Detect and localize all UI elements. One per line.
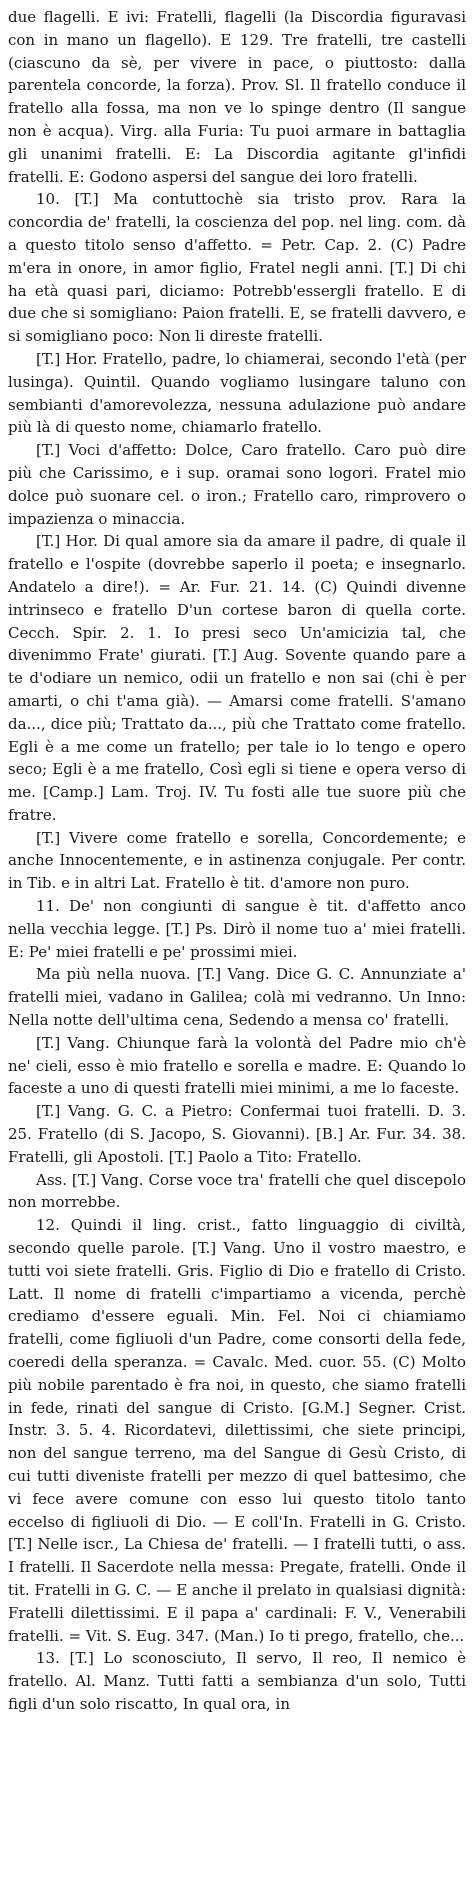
paragraph-sense-13: 13. [T.] Lo sconosciuto, Il servo, Il reo, Il nemico è fratello. Al. Manz. Tutti fatti a sembianza d'un solo, Tutti figli d'un solo riscatto, In qual ora, in <box>8 1649 466 1713</box>
paragraph-sense-10: 10. [T.] Ma contuttochè sia tristo prov. Rara la concordia de' fratelli, la coscienza del pop. nel ling. com. dà a questo titolo senso d'affetto. = Petr. Cap. 2. (C) Padre m'era in onore, in amor figlio, Fratel negli anni. [T.] Di chi ha età quasi pari, diciamo: Potrebb'essergli fratello. E di due che si somigliano: Paion fratelli. E, se fratelli davvero, e si somigliano poco: Non li direste fratelli. <box>8 190 466 346</box>
paragraph-voci-affetto: [T.] Voci d'affetto: Dolce, Caro fratello. Caro può dire più che Carissimo, e i sup. oramai sono logori. Fratel mio dolce può suonare cel. o iron.; Fratello caro, rimprovero o impazienza o minaccia. <box>8 441 466 528</box>
paragraph-hor-lusinga: [T.] Hor. Fratello, padre, lo chiamerai, secondo l'età (per lusinga). Quintil. Quando vogliamo lusingare taluno con sembianti d'amorevolezza, nessuna adulazione può andare più là di questo nome, chiamarlo fratello. <box>8 349 466 437</box>
paragraph-intro-flagelli: due flagelli. E ivi: Fratelli, flagelli (la Discordia figuravasi con in mano un flagello). E 129. Tre fratelli, tre castelli (ciascuno da sè, per vivere in pace, o piuttosto: dalla parentela concorde, la forza). Prov. Sl. Il fratello conduce il fratello alla fossa, ma non ve lo spinge dentro (Il sangue non è acqua). Virg. alla Furia: Tu puoi armare in battaglia gli unanimi fratelli. E: La Discordia agitante gl'infidi fratelli. E: Godono aspersi del sangue dei loro fratelli. <box>8 8 466 186</box>
paragraph-fratello-sorella: [T.] Vivere come fratello e sorella, Concordemente; e anche Innocentemente, e in astinenza conjugale. Per contr. in Tib. e in altri Lat. Fratello è tit. d'amore non puro. <box>8 828 466 893</box>
paragraph-volonta-padre: [T.] Vang. Chiunque farà la volontà del Padre mio ch'è ne' cieli, esso è mio fratello e sorella e madre. E: Quando lo faceste a uno di questi fratelli miei minimi, a me lo faceste. <box>8 1033 466 1098</box>
paragraph-nuova-legge: Ma più nella nuova. [T.] Vang. Dice G. C. Annunziate a' fratelli miei, vadano in Galilea; colà mi vedranno. Un Inno: Nella notte dell'ultima cena, Sedendo a mensa co' fratelli. <box>8 965 466 1030</box>
paragraph-ass-discepolo: Ass. [T.] Vang. Corse voce tra' fratelli che quel discepolo non morrebbe. <box>8 1170 466 1212</box>
paragraph-pietro: [T.] Vang. G. C. a Pietro: Confermai tuoi fratelli. D. 3. 25. Fratello (di S. Jacopo, S. Giovanni). [B.] Ar. Fur. 34. 38. Fratelli, gli Apostoli. [T.] Paolo a Tito: Fratello. <box>8 1102 466 1166</box>
paragraph-hor-amore: [T.] Hor. Di qual amore sia da amare il padre, di quale il fratello e l'ospite (dovrebbe saperlo il poeta; e insegnarlo. Andatelo a dire!). = Ar. Fur. 21. 14. (C) Quindi divenne intrinseco e fratello D'un cortese baron di quella corte. Cecch. Spir. 2. 1. Io presi seco Un'amicizia tal, che divenimmo Frate' giurati. [T.] Aug. Sovente quando pare a te d'odiare un nemico, odii un fratello e non sai (chi è per amarti, o chi t'ama già). — Amarsi come fratelli. S'amano da..., dice più; Trattato da..., più che Trattato come fratello. Egli è a me come un fratello; per tale io lo tengo e opero seco; Egli è a me fratello, Così egli si tiene e opera verso di me. [Camp.] Lam. Troj. IV. Tu fosti alle tue suore più che fratre. <box>8 532 466 824</box>
paragraph-sense-12: 12. Quindi il ling. crist., fatto linguaggio di civiltà, secondo quelle parole. [T.] Vang. Uno il vostro maestro, e tutti voi siete fratelli. Gris. Figlio di Dio e fratello di Cristo. Latt. Il nome di fratelli c'impartiamo a vicenda, perchè crediamo d'essere eguali. Min. Fel. Noi ci chiamiamo fratelli, come figliuoli d'un Padre, come consorti della fede, coeredi della speranza. = Cavalc. Med. cuor. 55. (C) Molto più nobile parentado è fra noi, in questo, che siamo fratelli in fede, rinati del sangue di Cristo. [G.M.] Segner. Crist. Instr. 3. 5. 4. Ricordatevi, dilettissimi, che siete principi, non del sangue terreno, ma del Sangue di Gesù Cristo, di cui tutti diveniste fratelli per mezzo di quel battesimo, che vi fece avere comune con esso lui questo titolo tanto eccelso di figliuoli di Dio. — E coll'In. Fratelli in G. Cristo. [T.] Nelle iscr., La Chiesa de' fratelli. — I fratelli tutti, o ass. I fratelli. Il Sacerdote nella messa: Pregate, fratelli. Onde il tit. Fratelli in G. C. — E anche il prelato in qualsiasi dignità: Fratelli dilettissimi. E il papa a' cardinali: F. V., Venerabili fratelli. = Vit. S. Eug. 347. (Man.) Io ti prego, fratello, che... <box>8 1216 466 1645</box>
paragraph-sense-11: 11. De' non congiunti di sangue è tit. d'affetto anco nella vecchia legge. [T.] Ps. Dirò il nome tuo a' miei fratelli. E: Pe' miei fratelli e pe' prossimi miei. <box>8 897 466 961</box>
